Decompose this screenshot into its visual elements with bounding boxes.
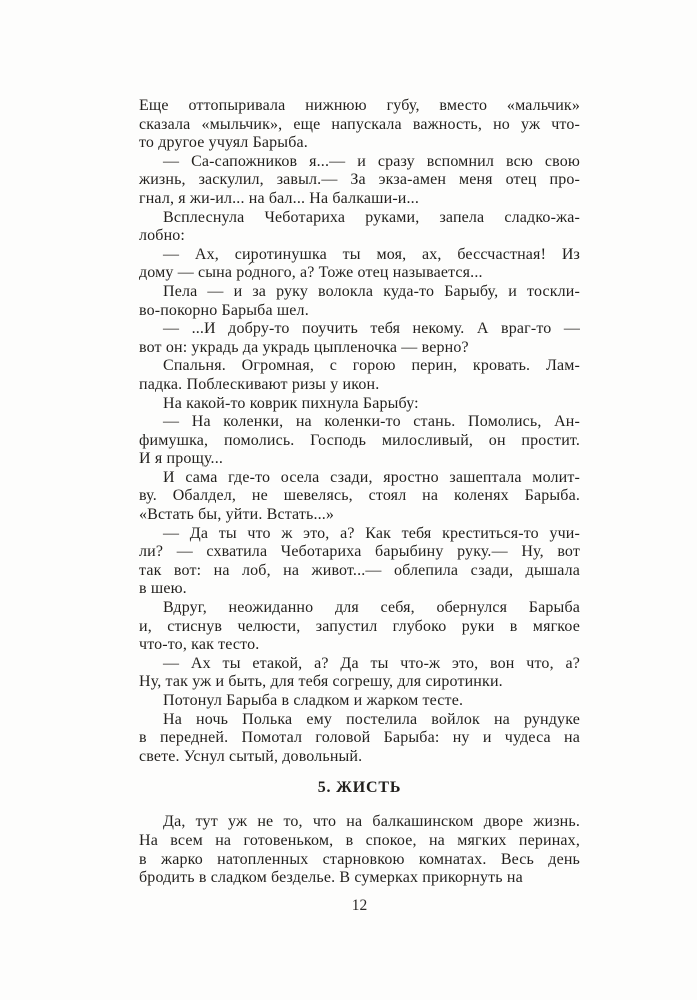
text-line: фимушка, помолись. Господь милосливый, он простит. (139, 431, 580, 449)
paragraph (139, 395, 580, 414)
text-line: — Да ты что ж это, а? Как тебя креститься-то учи- (163, 524, 580, 542)
text-line: — Ах, сиротинушка ты моя, ах, бессчастная! Из (163, 245, 580, 263)
text-line: Всплеснула Чеботариха руками, запела сладко-жа- (163, 208, 580, 226)
paragraph (139, 711, 580, 767)
text-line: «Встать бы, уйти. Встать...» (139, 506, 335, 524)
text-line: На ночь Полька ему постелила войлок на рундуке (163, 710, 580, 728)
text-line: И сама где-то осела сзади, яростно зашептала молит- (163, 468, 580, 486)
page-number: 12 (351, 897, 368, 914)
page-body (139, 97, 580, 888)
paragraph (139, 692, 580, 711)
paragraph (139, 97, 580, 153)
paragraph (139, 320, 580, 357)
text-line: Да, тут уж не то, что на балкашинском дворе жизнь. (163, 813, 580, 831)
text-line: Вдруг, неожиданно для себя, обернулся Барыба (163, 599, 580, 617)
text-line: что-то, как тесто. (139, 636, 260, 654)
text-line: во-покорно Барыба шел. (139, 301, 309, 319)
text-line: ли? — схватила Чеботариха барыбину руку.— Ну, вот (139, 543, 580, 561)
section-heading: 5. ЖИСТЬ (317, 779, 402, 797)
text-line: На всем на готовеньком, в спокое, на мягких перинах, (139, 831, 580, 849)
text-line: в передней. Помотал головой Барыба: ну и чудеса на (139, 729, 580, 747)
text-line: жизнь, заскулил, завыл.— За экза-амен меня отец про- (139, 171, 580, 189)
text-line: — Ах ты етакой, а? Да ты что-ж это, вон что, а? (163, 654, 580, 672)
text-line: бродить в сладком безделье. В сумерках прикорнуть на (139, 869, 523, 887)
text-line: и, стиснув челюсти, запустил глубоко руки в мягкое (139, 617, 580, 635)
text-line: ву. Обалдел, не шевелясь, стоял на коленях Барыба. (139, 487, 580, 505)
text-line: свете. Уснул сытый, довольный. (139, 747, 363, 765)
text-line: в шею. (139, 580, 187, 598)
text-line: лобно: (139, 227, 186, 245)
text-line: На какой-то коврик пихнула Барыбу: (163, 394, 419, 412)
text-line: Спальня. Огромная, с горою перин, кровать. Лам- (163, 357, 580, 375)
paragraph (139, 209, 580, 246)
paragraph (139, 813, 580, 887)
text-line: в жарко натопленных старновкою комнатах. Весь день (139, 850, 580, 868)
body-paragraphs-after-heading (139, 813, 580, 887)
paragraph (139, 655, 580, 692)
text-line: Пела — и за руку волокла куда-то Барыбу, и тоскли- (163, 282, 580, 300)
text-line: вот он: украдь да украдь цыпленочка — верно? (139, 338, 469, 356)
paragraph (139, 283, 580, 320)
paragraph (139, 599, 580, 655)
paragraph (139, 246, 580, 283)
text-line: то другое учуял Барыба. (139, 134, 308, 152)
text-line: Потонул Барыба в сладком и жарком тесте. (163, 692, 464, 709)
paragraph (139, 469, 580, 525)
text-line: Ну, так уж и быть, для тебя согрешу, для сиротинки. (139, 673, 503, 691)
paragraph (139, 153, 580, 209)
paragraph (139, 357, 580, 394)
paragraph (139, 525, 580, 599)
text-line: падка. Поблескивают ризы у икон. (139, 375, 380, 393)
paragraph (139, 413, 580, 469)
text-line: — ...И добру-то поучить тебя некому. А враг-то — (163, 320, 580, 338)
text-line: Еще оттопыривала нижнюю губу, вместо «мальчик» (139, 97, 580, 114)
text-line: сказала «мыльчик», еще напускала важность, но уж что- (139, 115, 580, 133)
body-paragraphs (139, 97, 580, 766)
text-line: И я прощу... (139, 450, 223, 468)
text-line: дому — сына ро́дного, а? Тоже отец называется... (139, 264, 483, 282)
text-line: — На коленки, на коленки-то стань. Помолись, Ан- (163, 413, 580, 431)
text-line: — Са-сапожников я...— и сразу вспомнил всю свою (163, 152, 580, 170)
text-line: так вот: на лоб, на живот...— облепила сзади, дышала (139, 561, 580, 579)
text-line: гнал, я жи-ил... на бал... На балкаши-и... (139, 189, 419, 207)
